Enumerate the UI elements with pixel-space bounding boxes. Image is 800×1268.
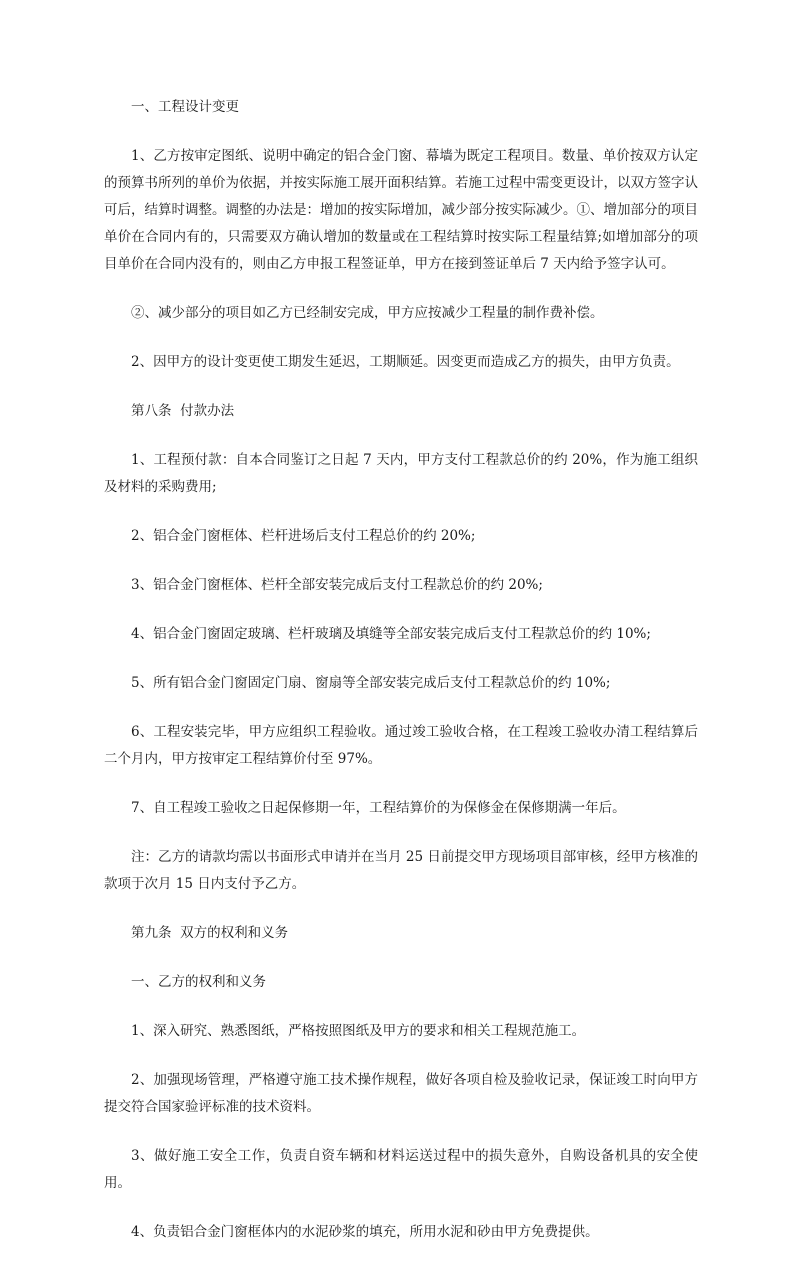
paragraph-payment-3: 3、铝合金门窗框体、栏杆全部安装完成后支付工程款总价的约 20%;: [131, 577, 543, 593]
section-heading-party-b-rights: 一、乙方的权利和义务: [131, 974, 266, 990]
document-body: [104, 94, 698, 1268]
paragraph-payment-4: 4、铝合金门窗固定玻璃、栏杆玻璃及填缝等全部安装完成后支付工程款总价的约 10%;: [131, 626, 651, 642]
paragraph-payment-1: 1、工程预付款：自本合同鉴订之日起 7 天内，甲方支付工程款总价的约 20%，作为施工组织及材料的采购费用;: [104, 452, 698, 495]
paragraph-party-b-2: 2、加强现场管理，严格遵守施工技术操作规程，做好各项自检及验收记录，保证竣工时向甲方提交符合国家验评标准的技术资料。: [104, 1072, 698, 1115]
paragraph-payment-2: 2、铝合金门窗框体、栏杆进场后支付工程总价的约 20%;: [131, 528, 476, 544]
paragraph-payment-5: 5、所有铝合金门窗固定门扇、窗扇等全部安装完成后支付工程款总价的约 10%;: [131, 675, 611, 691]
paragraph-design-change-2: 2、因甲方的设计变更使工期发生延迟，工期顺延。因变更而造成乙方的损失，由甲方负责。: [131, 354, 680, 370]
section-heading-design-change: 一、工程设计变更: [131, 99, 239, 115]
paragraph-party-b-1: 1、深入研究、熟悉图纸，严格按照图纸及甲方的要求和相关工程规范施工。: [131, 1023, 586, 1039]
paragraph-party-b-4: 4、负责铝合金门窗框体内的水泥砂浆的填充，所用水泥和砂由甲方免费提供。: [131, 1224, 599, 1240]
paragraph-payment-note: 注：乙方的请款均需以书面形式申请并在当月 25 日前提交甲方现场项目部审核，经甲方核准的款项于次月 15 日内支付予乙方。: [104, 849, 698, 892]
paragraph-payment-7: 7、自工程竣工验收之日起保修期一年，工程结算价的为保修金在保修期满一年后。: [131, 800, 626, 816]
paragraph-party-b-3: 3、做好施工安全工作，负责自资车辆和材料运送过程中的损失意外，自购设备机具的安全使用。: [104, 1148, 698, 1191]
paragraph-design-change-1: 1、乙方按审定图纸、说明中确定的铝合金门窗、幕墙为既定工程项目。数量、单价按双方认定的预算书所列的单价为依据，并按实际施工展开面积结算。若施工过程中需变更设计，以双方签字认可后，结算时调整。调整的办法是：增加的按实际增加，减少部分按实际减少。①、增加部分的项目单价在合同内有的，只需要双方确认增加的数量或在工程结算时按实际工程量结算;如增加部分的项目单价在合同内没有的，则由乙方申报工程签证单，甲方在接到签证单后 7 天内给予签字认可。: [104, 148, 698, 272]
article-8-heading: 第八条 付款办法: [131, 403, 235, 419]
paragraph-payment-6: 6、工程安装完毕，甲方应组织工程验收。通过竣工验收合格，在工程竣工验收办清工程结算后二个月内，甲方按审定工程结算价付至 97%。: [104, 724, 698, 767]
article-9-heading: 第九条 双方的权利和义务: [131, 925, 289, 941]
paragraph-reduction-compensation: ②、减少部分的项目如乙方已经制安完成，甲方应按减少工程量的制作费补偿。: [131, 305, 604, 321]
